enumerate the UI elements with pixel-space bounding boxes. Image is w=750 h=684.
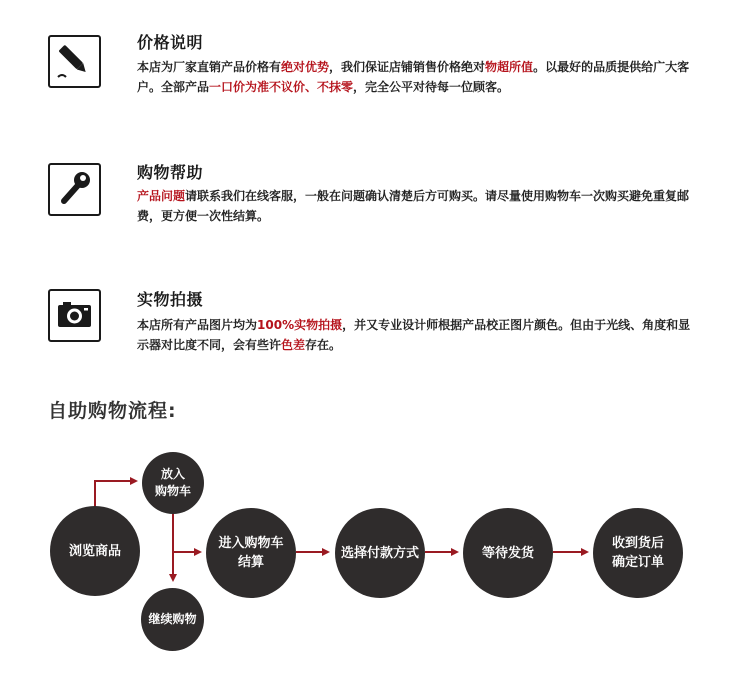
highlight-text: 100%实物拍摄 [257, 318, 343, 332]
body-text: 本店为厂家直销产品价格有 [137, 60, 282, 74]
body-text: ，我们保证店铺销售价格绝对 [329, 60, 486, 74]
highlight-text: 绝对优势 [281, 60, 330, 74]
body-text: ，完全公平对待每一位顾客。 [353, 80, 510, 94]
flow-node-wait: 等待发货 [463, 508, 553, 598]
arrow-browse-to-cart [95, 481, 136, 508]
flow-heading: 自助购物流程: [48, 400, 177, 422]
flow-node-browse: 浏览商品 [50, 506, 140, 596]
flow-node-payment: 选择付款方式 [335, 508, 425, 598]
flow-node-confirm: 收到货后 确定订单 [593, 508, 683, 598]
section-title-help: 购物帮助 [137, 163, 204, 182]
flow-node-continue: 继续购物 [141, 588, 204, 651]
flow-node-add-cart: 放入 购物车 [142, 452, 204, 514]
flow-node-checkout: 进入购物车 结算 [206, 508, 296, 598]
highlight-text: 一口价为准不议价、不抹零 [209, 80, 354, 94]
section-title-photo: 实物拍摄 [137, 290, 204, 309]
highlight-text: 产品问题 [137, 189, 186, 203]
section-title-price: 价格说明 [137, 33, 204, 52]
body-text: 请联系我们在线客服，一般在问题确认清楚后方可购买。请尽量使用购物车一次购买避免重复邮费，更方便一次性结算。 [137, 189, 690, 223]
body-text: 存在。 [305, 338, 342, 352]
highlight-text: 色差 [281, 338, 306, 352]
highlight-text: 物超所值 [485, 60, 534, 74]
body-text: 。以最好的品质提供给广大客户。全部产品 [137, 60, 690, 94]
body-text: ，并又专业设计师根据产品校正图片颜色。但由于光线、角度和显示器对比度不同，会有些许 [137, 318, 691, 352]
body-text: 本店所有产品图片均为 [137, 318, 258, 332]
